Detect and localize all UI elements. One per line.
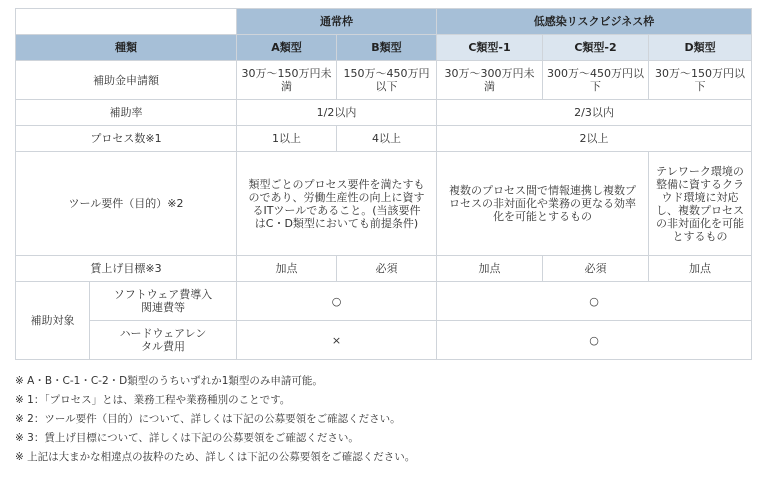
rate-normal: 1/2以内 — [237, 100, 437, 126]
row-process — [16, 126, 752, 152]
target-hardware-label: ハードウェアレンタル費用 — [90, 321, 237, 360]
row-label-tool: ツール要件（目的）※2 — [16, 152, 237, 256]
amount-b: 150万～450万円以下 — [337, 61, 437, 100]
footnotes — [15, 372, 755, 467]
row-label-wage: 賃上げ目標※3 — [16, 256, 237, 282]
tool-d: テレワーク環境の整備に資するクラウド環境に対応し、複数プロセスの非対面化を可能とするもの — [649, 152, 752, 256]
footnote: ※ 3：賃上げ目標について、詳しくは下記の公募要領をご確認ください。 — [15, 432, 359, 444]
amount-c1: 30万～300万円未満 — [437, 61, 543, 100]
target-hardware-low-risk: ○ — [437, 321, 752, 360]
amount-c2: 300万～450万円以下 — [543, 61, 649, 100]
amount-a: 30万～150万円未満 — [237, 61, 337, 100]
column-header-row — [16, 35, 752, 61]
col-header-category: 種類 — [16, 35, 237, 61]
col-header-d: D類型 — [649, 35, 752, 61]
row-rate — [16, 100, 752, 126]
footnote: ※ 1：「プロセス」とは、業務工程や業務種別のことです。 — [15, 394, 291, 406]
process-low-risk: 2以上 — [437, 126, 752, 152]
row-label-rate: 補助率 — [16, 100, 237, 126]
amount-d: 30万～150万円以下 — [649, 61, 752, 100]
group-header-row — [16, 9, 752, 35]
col-header-c2: C類型-2 — [543, 35, 649, 61]
wage-b: 必須 — [337, 256, 437, 282]
wage-c2: 必須 — [543, 256, 649, 282]
footnote: ※ A・B・C-1・C-2・D類型のうちいずれか1類型のみ申請可能。 — [15, 375, 323, 387]
row-wage — [16, 256, 752, 282]
wage-a: 加点 — [237, 256, 337, 282]
row-target-hardware — [16, 321, 752, 360]
col-header-b: B類型 — [337, 35, 437, 61]
row-label-process: プロセス数※1 — [16, 126, 237, 152]
footnote: ※ 上記は大まかな相違点の抜粋のため、詳しくは下記の公募要領をご確認ください。 — [15, 451, 416, 463]
row-amount — [16, 61, 752, 100]
blank-header-cell — [16, 9, 237, 35]
target-software-normal: ○ — [237, 282, 437, 321]
tool-c: 複数のプロセス間で情報連携し複数プロセスの非対面化や業務の更なる効率化を可能とするもの — [437, 152, 649, 256]
process-b: 4以上 — [337, 126, 437, 152]
target-software-low-risk: ○ — [437, 282, 752, 321]
row-target-software — [16, 282, 752, 321]
rate-low-risk: 2/3以内 — [437, 100, 752, 126]
group-header-low-risk: 低感染リスクビジネス枠 — [437, 9, 752, 35]
col-header-c1: C類型-1 — [437, 35, 543, 61]
tool-normal: 類型ごとのプロセス要件を満たすものであり、労働生産性の向上に資するITツールであること。(当該要件はC・D類型においても前提条件) — [237, 152, 437, 256]
footnote: ※ 2：ツール要件（目的）について、詳しくは下記の公募要領をご確認ください。 — [15, 413, 401, 425]
wage-d: 加点 — [649, 256, 752, 282]
row-label-target: 補助対象 — [16, 282, 90, 360]
group-header-normal: 通常枠 — [237, 9, 437, 35]
target-software-label: ソフトウェア費導入関連費等 — [90, 282, 237, 321]
row-label-amount: 補助金申請額 — [16, 61, 237, 100]
col-header-a: A類型 — [237, 35, 337, 61]
comparison-table — [15, 8, 752, 360]
row-tool — [16, 152, 752, 256]
wage-c1: 加点 — [437, 256, 543, 282]
process-a: 1以上 — [237, 126, 337, 152]
target-hardware-normal: × — [237, 321, 437, 360]
